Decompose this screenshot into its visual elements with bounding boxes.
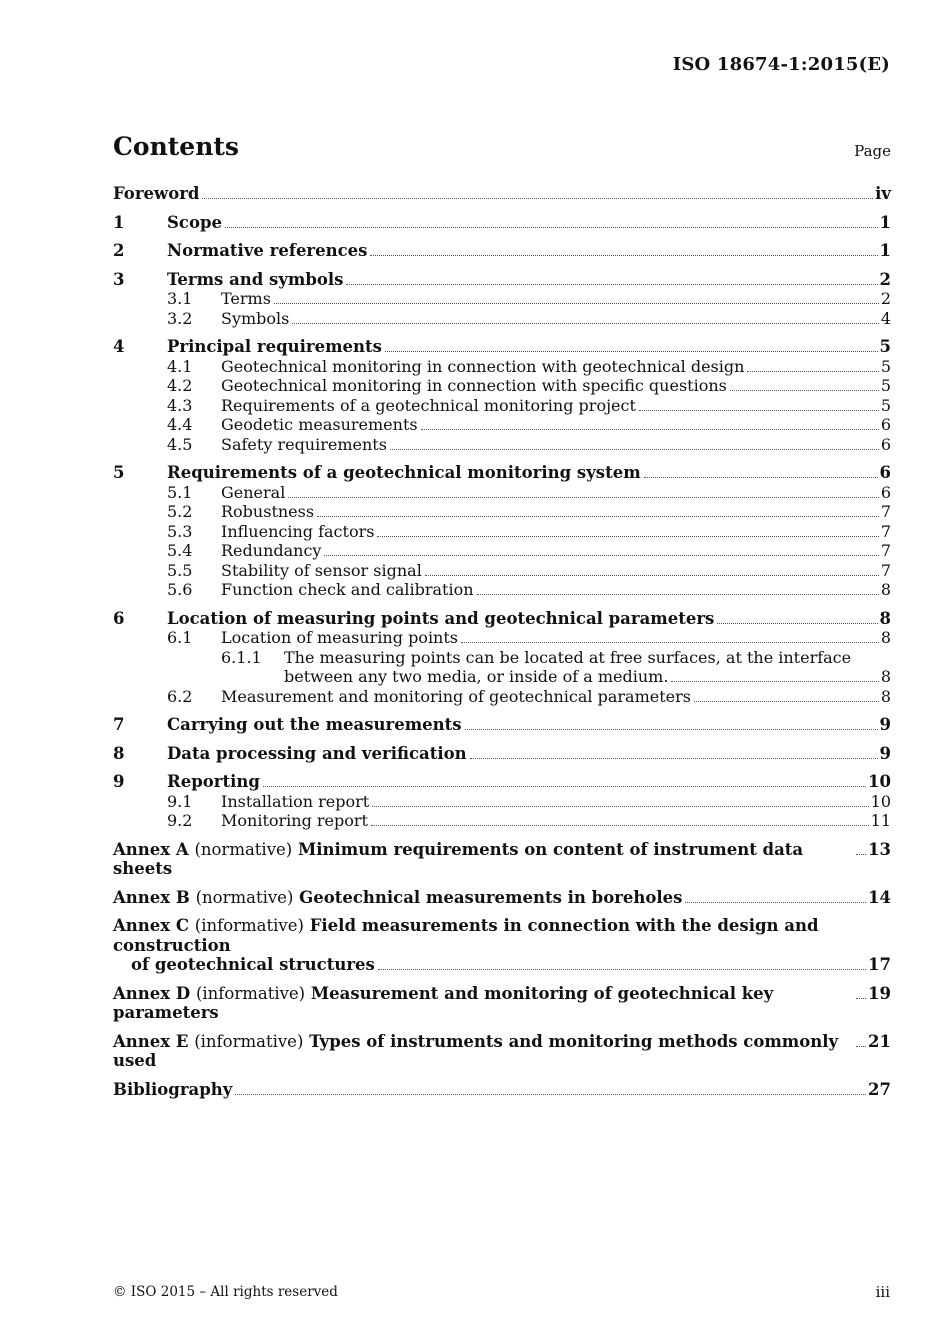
toc-entry-terms-and-symbols[interactable] xyxy=(113,270,891,290)
toc-entry-page: 9 xyxy=(879,743,891,763)
toc-entry-title: Principal requirements xyxy=(167,337,382,356)
copyright-footer: © ISO 2015 – All rights reserved xyxy=(113,1284,338,1300)
dot-leader xyxy=(470,757,878,759)
toc-entry-page: 8 xyxy=(880,628,891,647)
toc-entry-page: 7 xyxy=(880,502,891,521)
toc-entry-page: 5 xyxy=(879,337,891,356)
toc-entry-page: 10 xyxy=(868,772,891,791)
toc-entry-monitoring-system[interactable] xyxy=(113,463,891,483)
toc-entry-annex-d[interactable] xyxy=(113,984,891,1023)
toc-entry-normative-references[interactable] xyxy=(113,241,891,261)
toc-entry-number: 5.4 xyxy=(167,541,193,560)
dot-leader xyxy=(671,680,878,682)
toc-subentry[interactable] xyxy=(113,687,891,707)
annex-title: Field measurements in connection with the design and construction xyxy=(113,916,819,955)
dot-leader xyxy=(694,700,879,702)
toc-entry-page: 6 xyxy=(880,434,891,454)
toc-subentry[interactable] xyxy=(113,522,891,542)
dot-leader xyxy=(370,254,877,256)
toc-entry-page: 27 xyxy=(868,1079,891,1099)
toc-entry-page: 7 xyxy=(880,521,891,541)
toc-entry-title: Influencing factors xyxy=(221,521,375,541)
toc-entry-title: Function check and calibration xyxy=(221,580,474,599)
toc-subentry[interactable] xyxy=(113,792,891,812)
toc-entry-number: 3.2 xyxy=(167,308,193,328)
dot-leader xyxy=(685,901,866,903)
toc-entry-title: Carrying out the measurements xyxy=(167,715,462,734)
table-of-contents xyxy=(113,184,891,1099)
toc-entry-page: 14 xyxy=(868,887,891,907)
dot-leader xyxy=(465,728,878,730)
toc-subentry[interactable] xyxy=(113,580,891,600)
toc-entry-title: Data processing and verification xyxy=(167,743,467,763)
toc-entry-page: 8 xyxy=(880,667,891,686)
toc-entry-title: Location of measuring points and geotechnical parameters xyxy=(167,608,715,628)
dot-leader xyxy=(717,622,877,624)
toc-entry-page: 2 xyxy=(879,269,891,289)
toc-entry-data-processing[interactable] xyxy=(113,744,891,764)
dot-leader xyxy=(202,197,873,199)
toc-entry-title: Requirements of a geotechnical monitoring project xyxy=(221,395,636,415)
toc-entry-title: Geotechnical monitoring in connection with specific questions xyxy=(221,376,727,395)
dot-leader xyxy=(288,496,878,498)
toc-entry-title: Terms xyxy=(221,289,271,308)
document-identifier: ISO 18674-1:2015(E) xyxy=(672,54,890,75)
annex-kind: (normative) xyxy=(194,839,293,859)
toc-subentry[interactable] xyxy=(113,357,891,377)
toc-entry-number: 2 xyxy=(113,241,125,260)
toc-entry-title xyxy=(113,1032,853,1071)
contents-heading xyxy=(113,132,891,164)
toc-entry-page: 10 xyxy=(870,791,891,811)
toc-entry-title: Installation report xyxy=(221,791,370,811)
toc-entry-title: Safety requirements xyxy=(221,434,387,454)
toc-entry-annex-a[interactable] xyxy=(113,840,891,879)
annex-kind: (informative) xyxy=(194,916,304,935)
toc-entry-page: 1 xyxy=(879,241,891,260)
dot-leader xyxy=(856,997,866,999)
dot-leader xyxy=(856,853,866,855)
dot-leader xyxy=(378,968,866,970)
dot-leader xyxy=(644,476,878,478)
dot-leader xyxy=(371,824,869,826)
toc-entry-annex-c[interactable] xyxy=(113,916,891,955)
toc-entry-page: 8 xyxy=(879,608,891,628)
toc-entry-title: The measuring points can be located at free surfaces, at the interface xyxy=(284,647,852,667)
toc-entry-page: 5 xyxy=(880,376,891,395)
toc-entry-title: Foreword xyxy=(113,184,200,203)
toc-subentry[interactable] xyxy=(113,415,891,435)
toc-entry-page: 6 xyxy=(880,415,891,434)
annex-label: Annex B xyxy=(113,887,190,907)
dot-leader xyxy=(385,350,878,352)
toc-entry-annex-e[interactable] xyxy=(113,1032,891,1071)
toc-subentry[interactable] xyxy=(113,811,891,831)
toc-entry-number: 4.2 xyxy=(167,376,193,395)
toc-entry-number: 4.5 xyxy=(167,434,193,454)
dot-leader xyxy=(390,448,879,450)
toc-entry-page: 7 xyxy=(880,541,891,560)
toc-entry-title xyxy=(113,984,853,1023)
toc-entry-reporting[interactable] xyxy=(113,772,891,792)
toc-entry-foreword[interactable] xyxy=(113,184,891,204)
toc-entry-title: Requirements of a geotechnical monitoring system xyxy=(167,463,641,482)
toc-entry-title xyxy=(113,840,853,879)
toc-entry-page: 5 xyxy=(880,356,891,376)
toc-entry-number: 9 xyxy=(113,772,125,791)
toc-entry-principal-requirements[interactable] xyxy=(113,337,891,357)
page-column-label: Page xyxy=(854,142,891,160)
toc-entry-page: 21 xyxy=(868,1031,891,1051)
dot-leader xyxy=(461,641,879,643)
toc-entry-title: Measurement and monitoring of geotechnical parameters xyxy=(221,686,691,706)
annex-kind: (informative) xyxy=(194,1031,304,1051)
toc-entry-title: Geotechnical monitoring in connection with geotechnical design xyxy=(221,356,745,376)
toc-entry-number: 5.5 xyxy=(167,560,193,580)
toc-entry-number: 6.1 xyxy=(167,628,193,647)
toc-entry-annex-c-continuation[interactable] xyxy=(113,955,891,975)
toc-subsubentry[interactable] xyxy=(113,648,891,668)
dot-leader xyxy=(856,1045,866,1047)
toc-subentry[interactable] xyxy=(113,396,891,416)
toc-entry-title: Redundancy xyxy=(221,541,322,560)
toc-entry-title: Stability of sensor signal xyxy=(221,560,422,580)
toc-entry-title: Monitoring report xyxy=(221,811,368,830)
toc-subentry[interactable] xyxy=(113,561,891,581)
toc-entry-title: Bibliography xyxy=(113,1079,233,1099)
toc-subsubentry-continuation[interactable] xyxy=(284,667,891,687)
annex-label: Annex C xyxy=(113,916,190,935)
dot-leader xyxy=(477,593,879,595)
dot-leader xyxy=(421,428,879,430)
toc-entry-number: 5.1 xyxy=(167,482,193,502)
annex-label: Annex A xyxy=(113,839,189,859)
dot-leader xyxy=(263,785,866,787)
annex-title: Minimum requirements on content of instrument data sheets xyxy=(113,839,804,878)
toc-entry-title xyxy=(113,888,682,908)
dot-leader xyxy=(377,535,878,537)
dot-leader xyxy=(639,409,879,411)
toc-entry-number: 6.2 xyxy=(167,686,193,706)
toc-entry-page: 5 xyxy=(880,395,891,415)
toc-entry-number: 4.4 xyxy=(167,415,193,434)
dot-leader xyxy=(317,515,879,517)
toc-entry-title: Geodetic measurements xyxy=(221,415,418,434)
dot-leader xyxy=(372,805,868,807)
toc-entry-page: iv xyxy=(875,184,891,203)
toc-entry-title: General xyxy=(221,482,286,502)
toc-entry-number: 6 xyxy=(113,608,125,628)
dot-leader xyxy=(346,283,877,285)
toc-entry-number: 3.1 xyxy=(167,289,193,308)
dot-leader xyxy=(225,226,878,228)
toc-entry-number: 5.3 xyxy=(167,521,193,541)
toc-entry-title: between any two media, or inside of a medium. xyxy=(284,667,669,686)
dot-leader xyxy=(292,322,878,324)
toc-entry-title: Location of measuring points xyxy=(221,628,458,647)
toc-entry-bibliography[interactable] xyxy=(113,1080,891,1100)
toc-entry-page: 9 xyxy=(879,715,891,734)
toc-entry-page: 11 xyxy=(870,811,891,830)
toc-subentry[interactable] xyxy=(113,435,891,455)
toc-entry-number: 3 xyxy=(113,269,125,289)
toc-entry-title: Normative references xyxy=(167,241,368,260)
toc-entry-page: 1 xyxy=(879,212,891,232)
annex-title: Types of instruments and monitoring methods commonly used xyxy=(113,1031,839,1070)
toc-entry-page: 8 xyxy=(880,580,891,599)
page-title: Contents xyxy=(113,132,240,161)
toc-entry-title: Reporting xyxy=(167,772,260,791)
toc-entry-title: Terms and symbols xyxy=(167,269,344,289)
toc-subentry[interactable] xyxy=(113,289,891,309)
toc-subentry[interactable] xyxy=(113,309,891,329)
toc-entry-number: 1 xyxy=(113,212,125,232)
annex-label: Annex E xyxy=(113,1031,189,1051)
dot-leader xyxy=(235,1093,866,1095)
toc-entry-title: Robustness xyxy=(221,502,315,521)
dot-leader xyxy=(425,574,879,576)
dot-leader xyxy=(747,370,878,372)
dot-leader xyxy=(324,554,878,556)
toc-entry-scope[interactable] xyxy=(113,213,891,233)
toc-entry-number: 7 xyxy=(113,715,125,734)
toc-entry-number: 5 xyxy=(113,463,125,482)
toc-entry-page: 19 xyxy=(868,983,891,1003)
page-number: iii xyxy=(875,1283,890,1301)
toc-subentry[interactable] xyxy=(113,628,891,648)
toc-entry-number: 9.2 xyxy=(167,811,193,830)
toc-entry-number: 4.3 xyxy=(167,395,193,415)
toc-entry-number: 8 xyxy=(113,743,125,763)
toc-entry-measuring-points[interactable] xyxy=(113,609,891,629)
toc-entry-number: 4 xyxy=(113,337,125,356)
toc-entry-carrying-out[interactable] xyxy=(113,715,891,735)
toc-entry-title: Symbols xyxy=(221,308,290,328)
toc-entry-number: 4.1 xyxy=(167,356,193,376)
annex-title: of geotechnical structures xyxy=(131,955,375,974)
toc-entry-number: 6.1.1 xyxy=(221,647,262,667)
toc-entry-page: 4 xyxy=(880,308,891,328)
toc-subentry[interactable] xyxy=(113,376,891,396)
toc-entry-number: 9.1 xyxy=(167,791,193,811)
dot-leader xyxy=(730,389,879,391)
toc-subentry[interactable] xyxy=(113,502,891,522)
dot-leader xyxy=(274,302,879,304)
toc-entry-page: 2 xyxy=(880,289,891,308)
toc-entry-page: 13 xyxy=(868,839,891,859)
toc-entry-page: 8 xyxy=(880,686,891,706)
toc-subentry[interactable] xyxy=(113,541,891,561)
toc-entry-page: 7 xyxy=(880,560,891,580)
toc-entry-annex-b[interactable] xyxy=(113,888,891,908)
toc-entry-title xyxy=(113,916,891,955)
toc-entry-page: 6 xyxy=(880,482,891,502)
annex-title: Geotechnical measurements in boreholes xyxy=(299,887,683,907)
toc-entry-number: 5.2 xyxy=(167,502,193,521)
annex-kind: (normative) xyxy=(195,887,294,907)
annex-title: Measurement and monitoring of geotechnical key parameters xyxy=(113,983,774,1022)
toc-entry-title: Scope xyxy=(167,212,223,232)
toc-entry-number: 5.6 xyxy=(167,580,193,599)
annex-label: Annex D xyxy=(113,983,191,1003)
toc-subentry[interactable] xyxy=(113,483,891,503)
toc-entry-page: 17 xyxy=(868,955,891,974)
annex-kind: (informative) xyxy=(195,983,306,1003)
toc-entry-page: 6 xyxy=(879,463,891,482)
